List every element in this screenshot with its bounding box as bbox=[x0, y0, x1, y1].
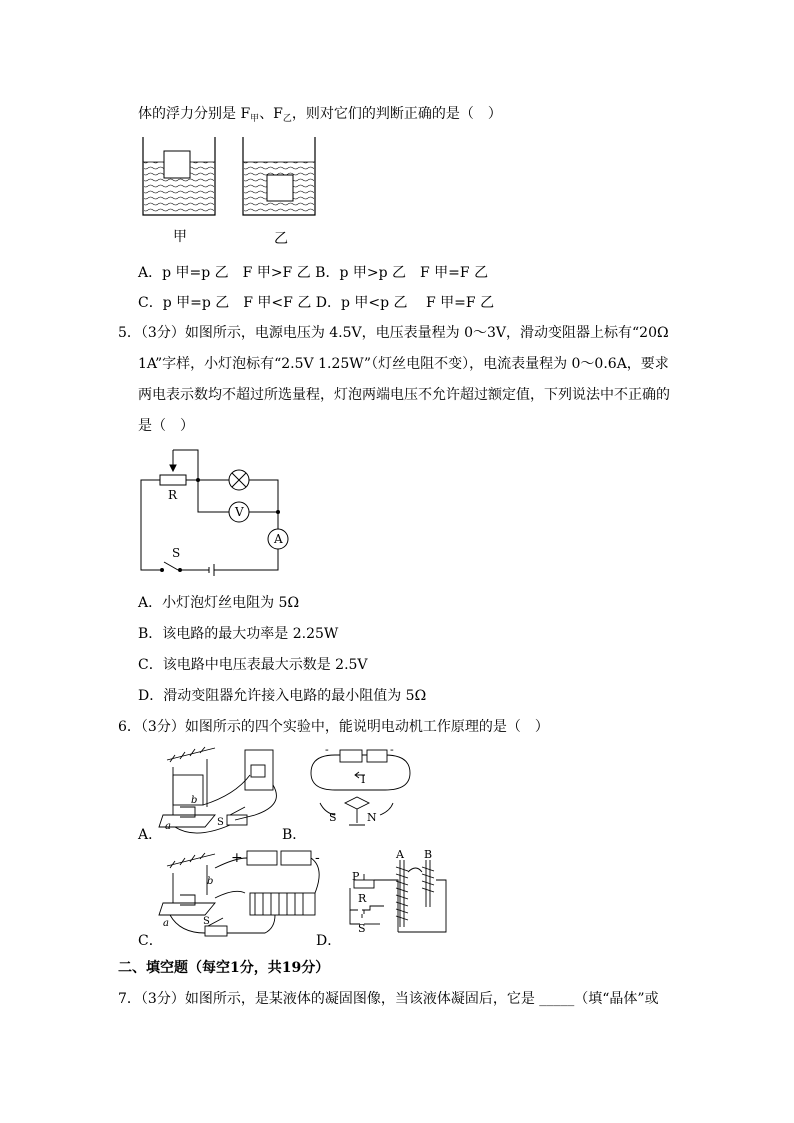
q6-option-c-label: C． bbox=[138, 933, 163, 949]
q5-option-b: B．该电路的最大功率是 2.25W bbox=[138, 626, 339, 642]
label-v: V bbox=[235, 505, 244, 519]
q5-circuit-figure bbox=[138, 445, 298, 575]
beaker-jia bbox=[143, 137, 215, 215]
label-b-minus2: - bbox=[390, 743, 394, 756]
label-b-i: I bbox=[361, 773, 366, 786]
label-yi: 乙 bbox=[274, 231, 288, 247]
label-a-a: a bbox=[165, 821, 171, 832]
q6-figure-d bbox=[340, 848, 450, 942]
label-a-b: b bbox=[191, 795, 198, 806]
q5-stem-line-2: 1A”字样，小灯泡标有“2.5V 1.25W”（灯丝电阻不变），电流表量程为 0～0.6A，要求 bbox=[138, 356, 669, 372]
section-2-title: 二、填空题（每空1分，共19分） bbox=[118, 960, 330, 976]
label-r: R bbox=[168, 488, 178, 502]
q4-option-ab: A．p 甲=p 乙 F 甲>F 乙 B．p 甲>p 乙 F 甲=F 乙 bbox=[138, 265, 489, 281]
q6-figure-b bbox=[305, 745, 415, 830]
q6-figure-c bbox=[155, 848, 325, 943]
q5-option-c: C．该电路中电压表最大示数是 2.5V bbox=[138, 657, 368, 673]
label-jia: 甲 bbox=[173, 229, 187, 245]
q5-option-a: A．小灯泡灯丝电阻为 5Ω bbox=[138, 595, 300, 611]
label-d-p: P bbox=[352, 870, 360, 883]
q6-option-b-label: B． bbox=[282, 827, 307, 843]
label-d-b: B bbox=[424, 848, 433, 861]
q4-option-cd: C．p 甲=p 乙 F 甲<F 乙 D．p 甲<p 乙 F 甲=F 乙 bbox=[138, 295, 495, 311]
label-c-minus: - bbox=[315, 850, 320, 866]
q6-figure-a bbox=[155, 745, 295, 835]
q5-option-d: D．滑动变阻器允许接入电路的最小阻值为 5Ω bbox=[138, 688, 427, 704]
q7-stem: 7．（3分）如图所示，是某液体的凝固图像，当该液体凝固后，它是 _____（填“晶体”或 bbox=[118, 991, 659, 1007]
q5-stem-line-1: 5．（3分）如图所示，电源电压为 4.5V，电压表量程为 0～3V，滑动变阻器上标有“20Ω bbox=[118, 325, 669, 341]
beaker-yi bbox=[243, 137, 315, 215]
label-c-a: a bbox=[163, 918, 169, 929]
q4-stem: 体的浮力分别是 $F_甲$、$F_乙$，则对它们的判断正确的是（ ） bbox=[138, 106, 502, 124]
label-b-n: N bbox=[367, 811, 377, 824]
q6-option-d-label: D． bbox=[316, 933, 342, 949]
q6-stem: 6．（3分）如图所示的四个实验中，能说明电动机工作原理的是（ ） bbox=[118, 719, 549, 735]
label-s: S bbox=[172, 546, 181, 560]
label-d-s: S bbox=[358, 922, 366, 935]
label-b-s: S bbox=[329, 811, 337, 824]
label-d-r: R bbox=[358, 892, 367, 905]
q6-option-a-label: A． bbox=[138, 827, 163, 843]
label-a-s: S bbox=[217, 817, 224, 828]
q5-stem-line-4: 是（ ） bbox=[138, 418, 194, 434]
q4-beakers-figure bbox=[138, 135, 338, 250]
label-d-a: A bbox=[396, 848, 404, 861]
rheostat bbox=[160, 475, 186, 485]
label-a: A bbox=[274, 532, 283, 546]
label-c-plus: + bbox=[231, 850, 243, 866]
label-c-s: S bbox=[203, 916, 210, 927]
label-b-minus1: - bbox=[325, 743, 329, 756]
q5-stem-line-3: 两电表示数均不超过所选量程，灯泡两端电压不允许超过额定值，下列说法中不正确的 bbox=[138, 387, 670, 403]
label-c-b: b bbox=[207, 876, 214, 887]
